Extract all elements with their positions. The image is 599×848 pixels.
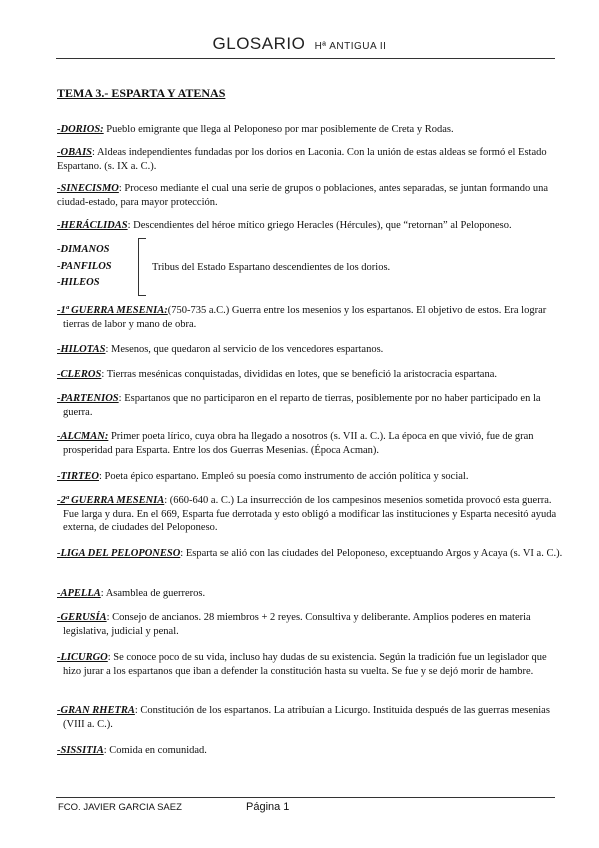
definition: Pueblo emigrante que llega al Peloponeso por mar posiblemente de Creta y Rodas. xyxy=(103,124,454,135)
definition: : Se conoce poco de su vida, incluso hay dudas de su existencia. Según la tradición fue un legislador que hizo jurar a los espartanos que iban a defender la constitución hasta su vuelta. Se fue y se dejó morir de hambre. xyxy=(63,652,547,677)
entry-partenios xyxy=(57,392,563,419)
footer-divider xyxy=(56,797,555,798)
definition: : Comida en comunidad. xyxy=(103,745,207,756)
entry-2-guerra-mesenia xyxy=(57,494,563,535)
definition: : Espartanos que no participaron en el reparto de tierras, posiblemente por no haber participado en la guerra. xyxy=(63,393,541,418)
definition: Primer poeta lírico, cuya obra ha llegado a nosotros (s. VII a. C.). La época en que vivió, fue de gran prosperidad para Esparta. Entre los dos Guerras Mesenias. (Época Acman). xyxy=(63,431,534,456)
entry-obais xyxy=(57,146,557,173)
entry-cleros xyxy=(57,368,557,382)
footer-author: FCO. JAVIER GARCIA SAEZ xyxy=(58,802,182,813)
term: -2ª GUERRA MESENIA xyxy=(57,495,165,506)
entry-sissitia xyxy=(57,744,557,758)
header-title-sub: Hª ANTIGUA II xyxy=(314,41,387,52)
entry-sinecismo xyxy=(57,182,557,209)
term: -LIGA DEL PELOPONESO xyxy=(57,548,181,559)
term: -CLEROS xyxy=(57,369,102,380)
header-divider xyxy=(56,58,555,59)
term: -GRAN RHETRA xyxy=(57,705,135,716)
entry-heraclidas xyxy=(57,219,557,233)
definition: : Mesenos, que quedaron al servicio de los vencedores espartanos. xyxy=(105,344,384,355)
definition: : Descendientes del héroe mítico griego Heracles (Hércules), que “retornan” al Peloponeso. xyxy=(127,220,512,231)
term: -SINECISMO xyxy=(57,183,119,194)
definition: : Proceso mediante el cual una serie de grupos o poblaciones, antes separadas, se juntan formando una ciudad-estado, para mayor protección. xyxy=(57,183,549,208)
footer-page-number: Página 1 xyxy=(246,801,290,813)
term: -OBAIS xyxy=(57,147,93,158)
definition: : Constitución de los espartanos. La atribuían a Licurgo. Instituida después de las guerras mesenias (VIII a. C.). xyxy=(63,705,550,730)
definition: : Asamblea de guerreros. xyxy=(100,588,206,599)
definition: (750-735 a.C.) Guerra entre los mesenios y los espartanos. El objetivo de estos. Era lograr tierras de labor y mano de obra. xyxy=(63,305,547,330)
term: -PARTENIOS xyxy=(57,393,119,404)
entry-1-guerra-mesenia xyxy=(57,304,563,331)
header-title xyxy=(0,34,599,54)
term: -APELLA xyxy=(57,588,101,599)
entry-licurgo xyxy=(57,651,563,678)
entry-dorios xyxy=(57,123,557,137)
term: -HERÁCLIDAS xyxy=(57,220,128,231)
section-title: TEMA 3.- ESPARTA Y ATENAS xyxy=(57,86,226,100)
brace-bracket xyxy=(138,238,149,296)
term: -SISSITIA xyxy=(57,745,104,756)
definition: : Aldeas independientes fundadas por los dorios en Laconia. Con la unión de estas aldeas se formó el Estado Espartano. (s. IX a. C.). xyxy=(57,147,547,172)
term: -ALCMAN: xyxy=(57,431,109,442)
definition: : (660-640 a. C.) La insurrección de los campesinos mesenios sometida provocó esta guerra. Fue larga y dura. En el 669, Esparta fue derrotada y esto obligó a modificar las instituciones y Esparta necesitó ayuda externa, de ciudades del Peloponeso. xyxy=(63,495,557,533)
entry-liga-peloponeso xyxy=(57,547,563,561)
header-title-main: GLOSARIO xyxy=(212,34,306,53)
entry-tirteo xyxy=(57,470,557,484)
term: -GERUSÍA xyxy=(57,612,107,623)
entry-gran-rhetra xyxy=(57,704,563,731)
tribes-description: Tribus del Estado Espartano descendientes de los dorios. xyxy=(152,262,391,273)
term: -LICURGO xyxy=(57,652,108,663)
entry-apella xyxy=(57,587,557,601)
definition: : Esparta se alió con las ciudades del Peloponeso, exceptuando Argos y Acaya (s. VI a. C.). xyxy=(180,548,563,559)
term: -DORIOS: xyxy=(57,124,104,135)
definition: : Tierras mesénicas conquistadas, divididas en lotes, que se benefició la aristocracia espartana. xyxy=(101,369,498,380)
entry-gerusia xyxy=(57,611,563,638)
term: -1ª GUERRA MESENIA: xyxy=(57,305,168,316)
tribe-dimanos: -DIMANOS xyxy=(57,244,110,255)
entry-hilotas xyxy=(57,343,557,357)
term: -TIRTEO xyxy=(57,471,99,482)
definition: : Poeta épico espartano. Empleó su poesía como instrumento de acción política y social. xyxy=(99,471,469,482)
entry-alcman xyxy=(57,430,563,457)
tribe-hileos: -HILEOS xyxy=(57,277,100,288)
tribe-panfilos: -PANFILOS xyxy=(57,261,112,272)
term: -HILOTAS xyxy=(57,344,106,355)
definition: : Consejo de ancianos. 28 miembros + 2 reyes. Consultiva y deliberante. Amplios poderes en materia legislativa, judicial y penal. xyxy=(63,612,531,637)
